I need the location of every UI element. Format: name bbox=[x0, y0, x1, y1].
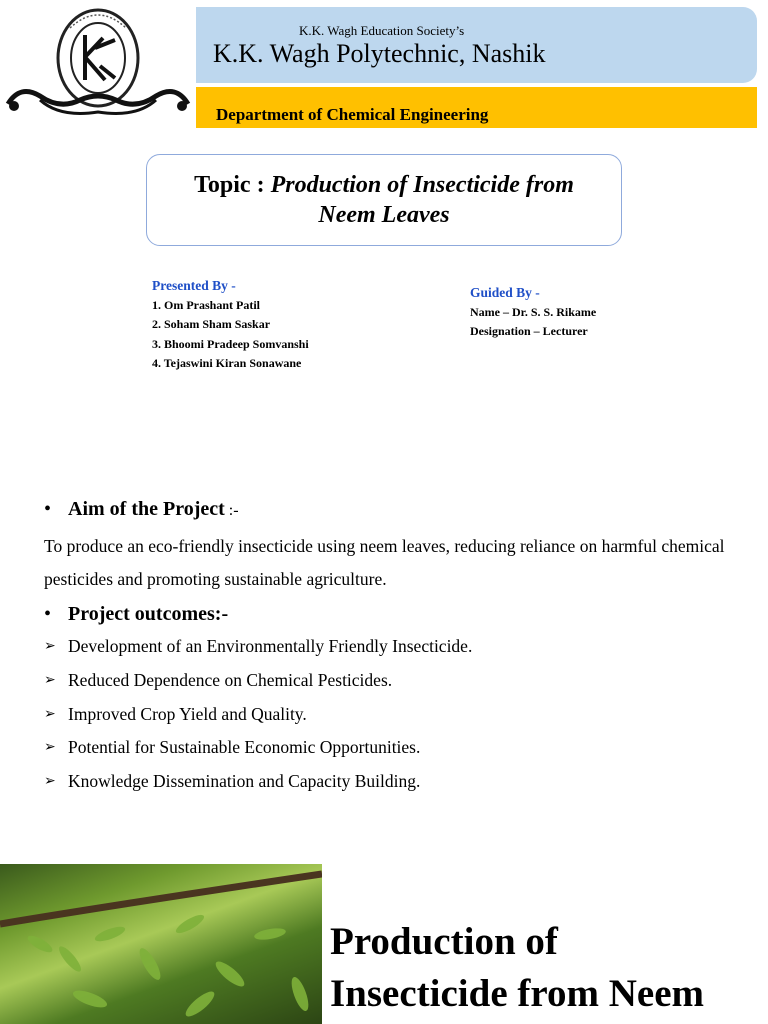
topic-title bbox=[194, 170, 574, 230]
neem-leaf-icon bbox=[0, 864, 322, 1024]
list-item bbox=[44, 636, 472, 670]
department-banner bbox=[196, 87, 757, 128]
presenter-name: 2. Soham Sham Saskar bbox=[152, 317, 271, 331]
presenter-name: 3. Bhoomi Pradeep Somvanshi bbox=[152, 336, 309, 351]
college-title-banner bbox=[196, 7, 757, 83]
list-item bbox=[44, 704, 472, 738]
department-name: Department of Chemical Engineering bbox=[216, 105, 489, 124]
society-name: K.K. Wagh Education Society’s bbox=[299, 23, 465, 38]
guide-block bbox=[470, 283, 596, 342]
outcomes-heading-text: Project outcomes:- bbox=[68, 603, 229, 625]
aim-heading-suffix: :- bbox=[224, 502, 239, 519]
arrow-bullet-icon: ➢ bbox=[44, 671, 56, 688]
guide-designation: Designation – Lecturer bbox=[470, 324, 588, 338]
topic-prefix: Topic : bbox=[194, 172, 271, 198]
arrow-bullet-icon: ➢ bbox=[44, 638, 56, 654]
bottom-title bbox=[330, 916, 704, 1020]
topic-title-line2: Neem Leaves bbox=[318, 202, 450, 228]
list-item bbox=[44, 670, 472, 704]
outcome-text: Improved Crop Yield and Quality. bbox=[68, 703, 307, 724]
outcome-text: Reduced Dependence on Chemical Pesticides. bbox=[68, 669, 393, 690]
arrow-bullet-icon: ➢ bbox=[44, 739, 56, 756]
bullet-icon: • bbox=[44, 498, 52, 520]
presenters-block bbox=[152, 276, 309, 374]
bottom-title-line2: Insecticide from Neem bbox=[330, 972, 704, 1015]
outcomes-heading bbox=[44, 603, 228, 626]
outcome-text: Development of an Environmentally Friendly Insecticide. bbox=[68, 636, 473, 656]
presenter-name: 1. Om Prashant Patil bbox=[152, 297, 260, 312]
neem-leaves-image bbox=[0, 864, 322, 1024]
aim-heading bbox=[44, 498, 239, 521]
logo-emblem-icon bbox=[0, 0, 196, 132]
aim-text: To produce an eco-friendly insecticide using neem leaves, reducing reliance on harmful chemical pesticides and promoting sustainable agriculture. bbox=[44, 536, 725, 589]
outcome-text: Potential for Sustainable Economic Opportunities. bbox=[68, 737, 421, 758]
bottom-title-line1: Production of bbox=[330, 920, 558, 963]
arrow-bullet-icon: ➢ bbox=[44, 773, 56, 790]
outcomes-list bbox=[44, 636, 472, 805]
presenters-heading: Presented By - bbox=[152, 278, 236, 293]
arrow-bullet-icon: ➢ bbox=[44, 705, 56, 722]
list-item bbox=[44, 771, 472, 805]
list-item bbox=[44, 737, 472, 771]
topic-title-line1: Production of Insecticide from bbox=[270, 172, 574, 198]
outcome-text: Knowledge Dissemination and Capacity Building. bbox=[68, 771, 421, 792]
guide-name: Name – Dr. S. S. Rikame bbox=[470, 304, 597, 319]
topic-box bbox=[146, 154, 622, 246]
bullet-icon: • bbox=[44, 603, 52, 625]
college-name: K.K. Wagh Polytechnic, Nashik bbox=[213, 39, 546, 68]
aim-heading-text: Aim of the Project bbox=[68, 498, 225, 520]
college-logo bbox=[0, 0, 196, 132]
presenter-name: 4. Tejaswini Kiran Sonawane bbox=[152, 356, 302, 370]
guide-heading: Guided By - bbox=[470, 285, 540, 300]
